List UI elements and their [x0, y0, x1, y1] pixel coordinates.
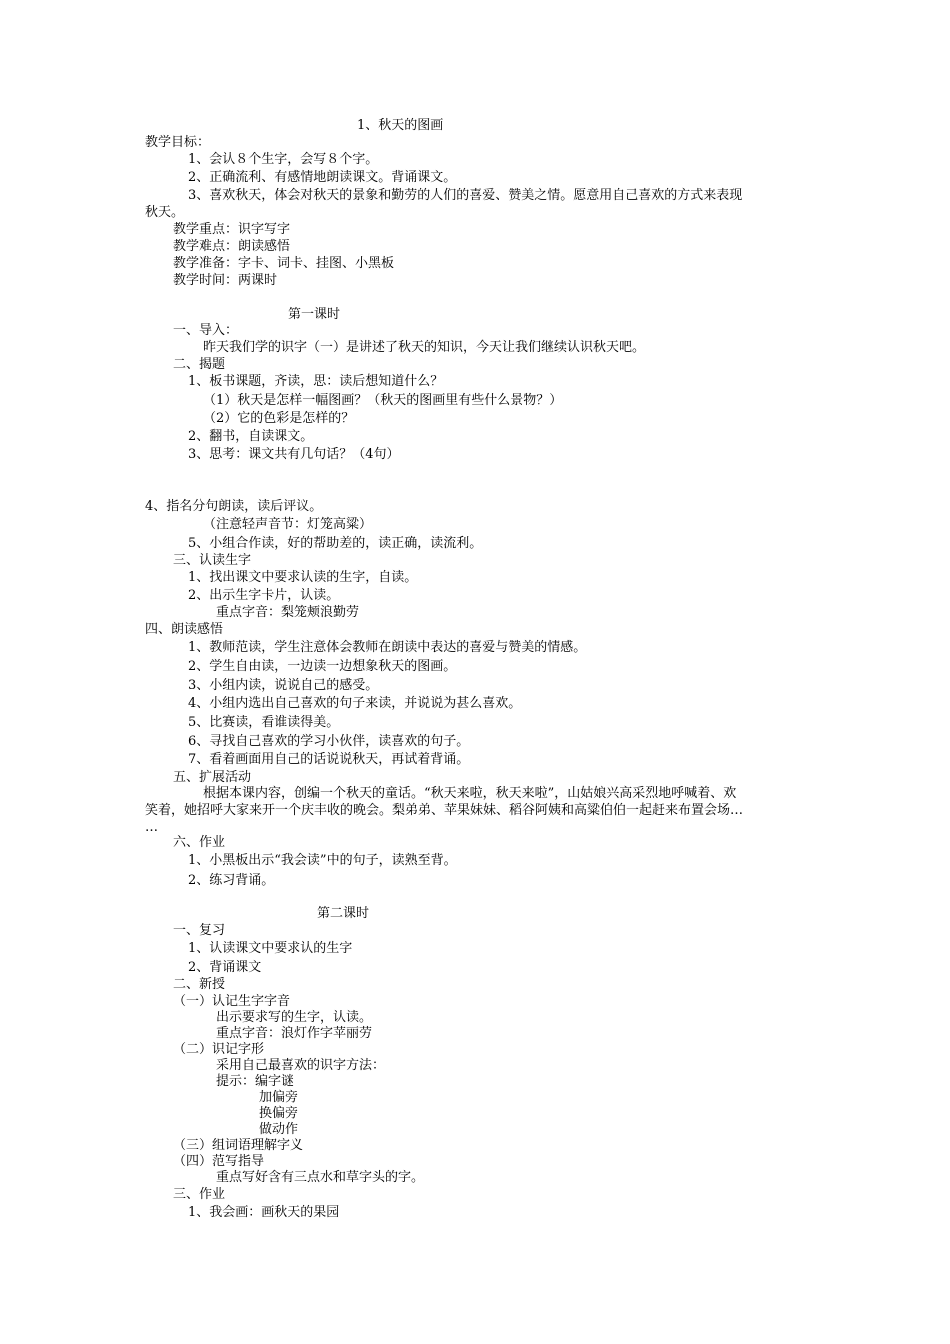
text-line: 五、扩展活动: [173, 770, 252, 785]
text-line: 做动作: [259, 1122, 299, 1137]
text-line: 教学准备：字卡、词卡、挂图、小黑板: [173, 256, 395, 271]
text-line: 1、我会画：画秋天的果园: [188, 1205, 340, 1220]
text-line: （1）秋天是怎样一幅图画？（秋天的图画里有些什么景物？）: [203, 393, 563, 408]
text-line: （四）范写指导: [173, 1154, 265, 1169]
text-line: 2、学生自由读，一边读一边想象秋天的图画。: [188, 659, 457, 674]
text-line: 2、翻书，自读课文。: [188, 429, 314, 444]
text-line: （二）识记字形: [173, 1042, 265, 1057]
text-line: 3、喜欢秋天，体会对秋天的景象和勤劳的人们的喜爱、赞美之情。愿意用自己喜欢的方式来表现: [188, 188, 743, 203]
text-line: （一）认记生字字音: [173, 994, 291, 1009]
text-line: 7、看着画面用自己的话说说秋天，再试着背诵。: [188, 752, 470, 767]
text-line: 4、小组内选出自己喜欢的句子来读，并说说为甚么喜欢。: [188, 696, 522, 711]
text-line: 二、新授: [173, 977, 226, 992]
text-line: 重点写好含有三点水和草字头的字。: [216, 1170, 425, 1185]
text-line: 1、小黑板出示“我会读”中的句子，读熟至背。: [188, 853, 457, 868]
text-line: 三、认读生字: [173, 553, 252, 568]
text-line: 一、导入：: [173, 323, 239, 338]
text-line: 三、作业: [173, 1187, 226, 1202]
text-line: 加偏旁: [259, 1090, 299, 1105]
text-line: 昨天我们学的识字（一）是讲述了秋天的知识，今天让我们继续认识秋天吧。: [203, 340, 646, 355]
text-line: 2、出示生字卡片，认读。: [188, 588, 340, 603]
text-line: 3、思考：课文共有几句话？（4句）: [188, 447, 400, 462]
text-line: 2、练习背诵。: [188, 873, 275, 888]
text-line: …: [145, 820, 158, 835]
text-line: 换偏旁: [259, 1106, 299, 1121]
text-line: 6、寻找自己喜欢的学习小伙伴，读喜欢的句子。: [188, 734, 470, 749]
text-line: 提示：编字谜: [216, 1074, 295, 1089]
text-line: 5、比赛读，看谁读得美。: [188, 715, 340, 730]
doc-title: 1、秋天的图画: [357, 118, 444, 133]
text-line: 1、认读课文中要求认的生字: [188, 941, 353, 956]
text-line: 3、小组内读，说说自己的感受。: [188, 678, 379, 693]
text-line: （2）它的色彩是怎样的？: [203, 411, 355, 426]
text-line: 秋天。: [145, 205, 185, 220]
text-line: （注意轻声音节：灯笼高粱）: [203, 517, 373, 532]
text-line: 采用自己最喜欢的识字方法：: [216, 1058, 386, 1073]
text-line: 教学重点：识字写字: [173, 222, 291, 237]
text-line: 二、揭题: [173, 357, 226, 372]
text-line: 根据本课内容，创编一个秋天的童话。“秋天来啦，秋天来啦”，山姑娘兴高采烈地呼喊着、欢: [203, 786, 737, 801]
text-line: 1、板书课题，齐读，思：读后想知道什么？: [188, 374, 444, 389]
text-line: 六、作业: [173, 835, 226, 850]
text-line: 2、正确流利、有感情地朗读课文。背诵课文。: [188, 170, 457, 185]
text-line: 1、找出课文中要求认读的生字，自读。: [188, 570, 418, 585]
text-line: 笑着，她招呼大家来开一个庆丰收的晚会。梨弟弟、苹果妹妹、稻谷阿姨和高粱伯伯一起赶来布置会场…: [145, 803, 744, 818]
text-line: （三）组词语理解字义: [173, 1138, 304, 1153]
text-line: 教学目标：: [145, 135, 211, 150]
text-line: 4、指名分句朗读，读后评议。: [145, 499, 323, 514]
text-line: 2、背诵课文: [188, 960, 262, 975]
text-line: 1、教师范读，学生注意体会教师在朗读中表达的喜爱与赞美的情感。: [188, 640, 587, 655]
text-line: 教学难点：朗读感悟: [173, 239, 291, 254]
text-line: 5、小组合作读，好的帮助差的，读正确，读流利。: [188, 536, 483, 551]
text-line: 重点字音：梨笼颊浪勤劳: [216, 605, 360, 620]
text-line: 重点字音：浪灯作字苹丽劳: [216, 1026, 373, 1041]
text-line: 出示要求写的生字，认读。: [216, 1010, 373, 1025]
text-line: 四、朗读感悟: [145, 622, 224, 637]
text-line: 1、会认８个生字，会写８个字。: [188, 152, 379, 167]
text-line: 一、复习: [173, 923, 226, 938]
section-heading: 第二课时: [317, 906, 370, 921]
text-line: 教学时间：两课时: [173, 273, 278, 288]
section-heading: 第一课时: [288, 307, 341, 322]
